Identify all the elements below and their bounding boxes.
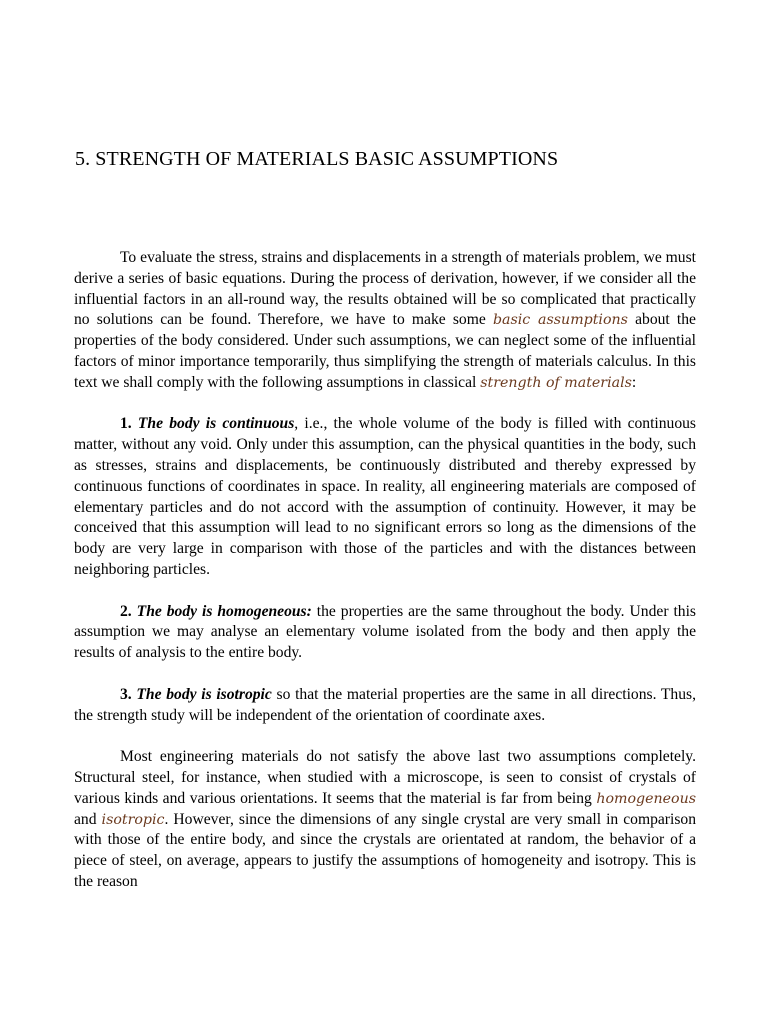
page-title: 5. STRENGTH OF MATERIALS BASIC ASSUMPTIONS xyxy=(75,148,559,170)
assumption-number: 2. xyxy=(120,602,132,620)
term-homogeneous: homogeneous xyxy=(596,790,696,807)
assumption-text: , i.e., the whole volume of the body is filled with continuous matter, without any void. Only under this assumption, can the physical quantities in the body, such as stresses, strains and displacements, be continuously distributed and thereby expressed by continuous functions of coordinates in space. In reality, all engineering materials are composed of elementary particles and do not accord with the assumption of continuity. However, it may be conceived that this assumption will lead to no significant errors so long as the dimensions of the body are very large in comparison with those of the particles and with the distances between neighboring particles. xyxy=(74,415,697,578)
closing-text-1: Most engineering materials do not satisfy the above last two assumptions completely. Structural steel, for instance, when studied with a microscope, is seen to consist of crystals of various kinds and various orientations. It seems that the material is far from being xyxy=(74,748,696,807)
assumption-label: The body is continuous xyxy=(137,415,295,433)
assumption-text: the properties are the same throughout the body. Under this assumption we may analyse an elementary volume isolated from the body and then apply the results of analysis to the entire body. xyxy=(74,602,697,662)
assumption-number: 3. xyxy=(120,685,132,703)
term-basic-assumptions: basic assumptions xyxy=(492,312,628,329)
intro-text-2: about the properties of the body considered. Under such assumptions, we can neglect some of the influential factors of minor importance temporarily, thus simplifying the strength of materials calculus. In this text we shall comply with the following assumptions in classical xyxy=(74,311,696,391)
assumption-text: so that the material properties are the same in all directions. Thus, the strength study will be independent of the orientation of coordinate axes. xyxy=(74,685,696,724)
assumption-label: The body is isotropic xyxy=(136,685,272,703)
closing-text-3: . However, since the dimensions of any single crystal are very small in comparison with those of the entire body, and since the crystals are orientated at random, the behavior of a piece of steel, on average, appears to justify the assumptions of homogeneity and isotropy. This is the reason xyxy=(74,810,696,890)
assumption-label: The body is homogeneous: xyxy=(136,602,312,620)
term-strength-of-materials: strength of materials xyxy=(480,374,632,391)
assumption-continuous xyxy=(74,414,696,580)
assumption-homogeneous xyxy=(74,602,696,664)
intro-text-1: To evaluate the stress, strains and displacements in a strength of materials problem, we must derive a series of basic equations. During the process of derivation, however, if we consider all the influential factors in an all-round way, the results obtained will be so complicated that practically no solutions can be found. Therefore, we have to make some xyxy=(74,249,696,329)
term-isotropic: isotropic xyxy=(101,811,165,828)
intro-paragraph xyxy=(74,248,696,394)
closing-text-2: and xyxy=(74,810,102,828)
closing-paragraph xyxy=(74,747,696,893)
assumption-isotropic xyxy=(74,685,696,727)
intro-text-3: : xyxy=(631,373,637,391)
document-body xyxy=(74,248,696,914)
assumption-number: 1. xyxy=(120,415,132,433)
